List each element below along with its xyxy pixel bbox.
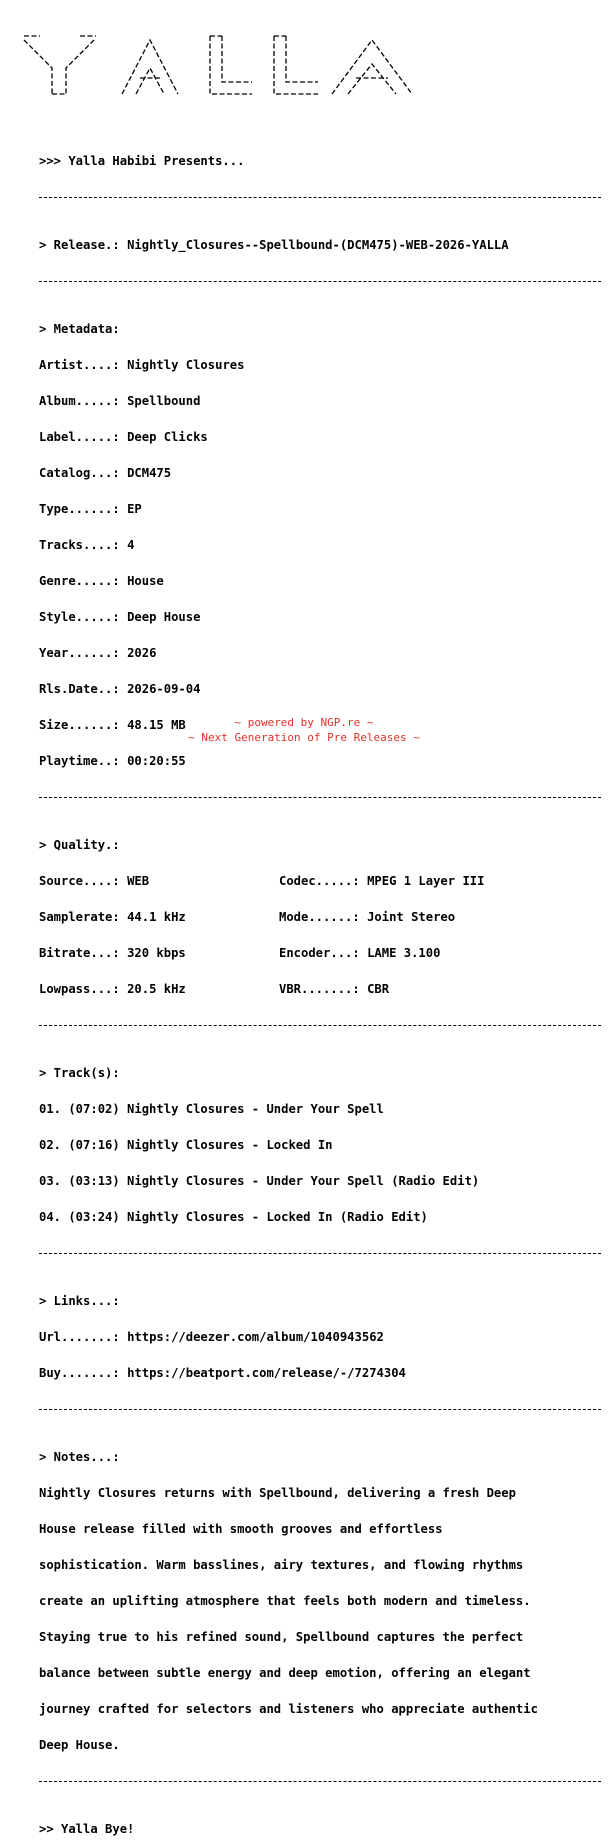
divider: [39, 275, 601, 287]
metadata-key: Label.....:: [39, 430, 120, 444]
metadata-key: Genre.....:: [39, 574, 120, 588]
metadata-key: Year......:: [39, 646, 120, 660]
metadata-row: [39, 647, 601, 659]
metadata-row: [39, 431, 601, 443]
footer-powered-by: ~ powered by NGP.re ~: [234, 716, 374, 729]
metadata-value: 4: [127, 538, 135, 552]
metadata-value: 48.15 MB: [127, 718, 186, 732]
nfo-body: [39, 131, 601, 1847]
notes-line: Nightly Closures returns with Spellbound, delivering a fresh Deep: [39, 1486, 516, 1500]
divider: [39, 1019, 601, 1031]
quality-key: Samplerate:: [39, 910, 120, 924]
link-key: Url.......:: [39, 1330, 120, 1344]
track-item: 03. (03:13) Nightly Closures - Under Your Spell (Radio Edit): [39, 1174, 480, 1188]
notes-line: journey crafted for selectors and listeners who appreciate authentic: [39, 1702, 538, 1716]
tracks-header: > Track(s):: [39, 1066, 120, 1080]
quality-value: WEB: [127, 874, 150, 888]
notes-line: create an uplifting atmosphere that feels both modern and timeless.: [39, 1594, 531, 1608]
metadata-row: [39, 467, 601, 479]
deezer-link[interactable]: https://deezer.com/album/1040943562: [127, 1330, 384, 1344]
yalla-logo: [22, 28, 442, 98]
release-label: > Release.:: [39, 238, 120, 252]
metadata-key: Style.....:: [39, 610, 120, 624]
divider: [39, 191, 601, 203]
quality-key: Encoder...:: [279, 946, 360, 960]
quality-row: [39, 911, 601, 923]
intro-line: >>> Yalla Habibi Presents...: [39, 154, 245, 168]
metadata-row: [39, 683, 601, 695]
metadata-value: Nightly Closures: [127, 358, 245, 372]
metadata-value: Spellbound: [127, 394, 201, 408]
quality-value: CBR: [367, 982, 390, 996]
metadata-key: Catalog...:: [39, 466, 120, 480]
metadata-key: Rls.Date..:: [39, 682, 120, 696]
metadata-key: Artist....:: [39, 358, 120, 372]
notes-line: Staying true to his refined sound, Spellbound captures the perfect: [39, 1630, 524, 1644]
track-item: 04. (03:24) Nightly Closures - Locked In (Radio Edit): [39, 1210, 428, 1224]
notes-header: > Notes...:: [39, 1450, 120, 1464]
metadata-value: 00:20:55: [127, 754, 186, 768]
track-item: 01. (07:02) Nightly Closures - Under Your Spell: [39, 1102, 384, 1116]
metadata-value: Deep House: [127, 610, 201, 624]
metadata-row: [39, 503, 601, 515]
metadata-value: DCM475: [127, 466, 172, 480]
divider: [39, 1247, 601, 1259]
yalla-logo-art: [22, 28, 442, 98]
quality-row: [39, 983, 601, 995]
metadata-value: Deep Clicks: [127, 430, 208, 444]
link-key: Buy.......:: [39, 1366, 120, 1380]
divider: [39, 1403, 601, 1415]
quality-row: [39, 947, 601, 959]
quality-key: Codec.....:: [279, 874, 360, 888]
beatport-link[interactable]: https://beatport.com/release/-/7274304: [127, 1366, 406, 1380]
links-header: > Links...:: [39, 1294, 120, 1308]
metadata-key: Tracks....:: [39, 538, 120, 552]
quality-row: [39, 875, 601, 887]
link-row: [39, 1331, 601, 1343]
metadata-key: Size......:: [39, 718, 120, 732]
metadata-row: [39, 755, 601, 767]
outro-line: >> Yalla Bye!: [39, 1822, 135, 1836]
quality-key: Bitrate...:: [39, 946, 120, 960]
notes-line: balance between subtle energy and deep emotion, offering an elegant: [39, 1666, 531, 1680]
release-line: [39, 239, 601, 251]
metadata-row: [39, 359, 601, 371]
quality-key: Source....:: [39, 874, 120, 888]
metadata-key: Playtime..:: [39, 754, 120, 768]
quality-value: 20.5 kHz: [127, 982, 186, 996]
notes-line: Deep House.: [39, 1738, 120, 1752]
metadata-value: 2026-09-04: [127, 682, 201, 696]
metadata-key: Album.....:: [39, 394, 120, 408]
release-name: Nightly_Closures--Spellbound-(DCM475)-WEB-2026-YALLA: [127, 238, 509, 252]
footer-tagline: ~ Next Generation of Pre Releases ~: [188, 731, 420, 744]
track-item: 02. (07:16) Nightly Closures - Locked In: [39, 1138, 333, 1152]
quality-value: 320 kbps: [127, 946, 186, 960]
quality-value: 44.1 kHz: [127, 910, 186, 924]
metadata-header: > Metadata:: [39, 322, 120, 336]
divider: [39, 791, 601, 803]
metadata-row: [39, 611, 601, 623]
metadata-row: [39, 539, 601, 551]
metadata-value: 2026: [127, 646, 157, 660]
notes-line: sophistication. Warm basslines, airy textures, and flowing rhythms: [39, 1558, 524, 1572]
metadata-value: House: [127, 574, 164, 588]
quality-header: > Quality.:: [39, 838, 120, 852]
quality-key: Mode......:: [279, 910, 360, 924]
notes-line: House release filled with smooth grooves and effortless: [39, 1522, 443, 1536]
metadata-value: EP: [127, 502, 142, 516]
quality-value: LAME 3.100: [367, 946, 441, 960]
metadata-row: [39, 395, 601, 407]
quality-key: VBR.......:: [279, 982, 360, 996]
quality-value: MPEG 1 Layer III: [367, 874, 485, 888]
quality-value: Joint Stereo: [367, 910, 456, 924]
divider: [39, 1775, 601, 1787]
link-row: [39, 1367, 601, 1379]
quality-key: Lowpass...:: [39, 982, 120, 996]
metadata-row: [39, 575, 601, 587]
metadata-key: Type......:: [39, 502, 120, 516]
